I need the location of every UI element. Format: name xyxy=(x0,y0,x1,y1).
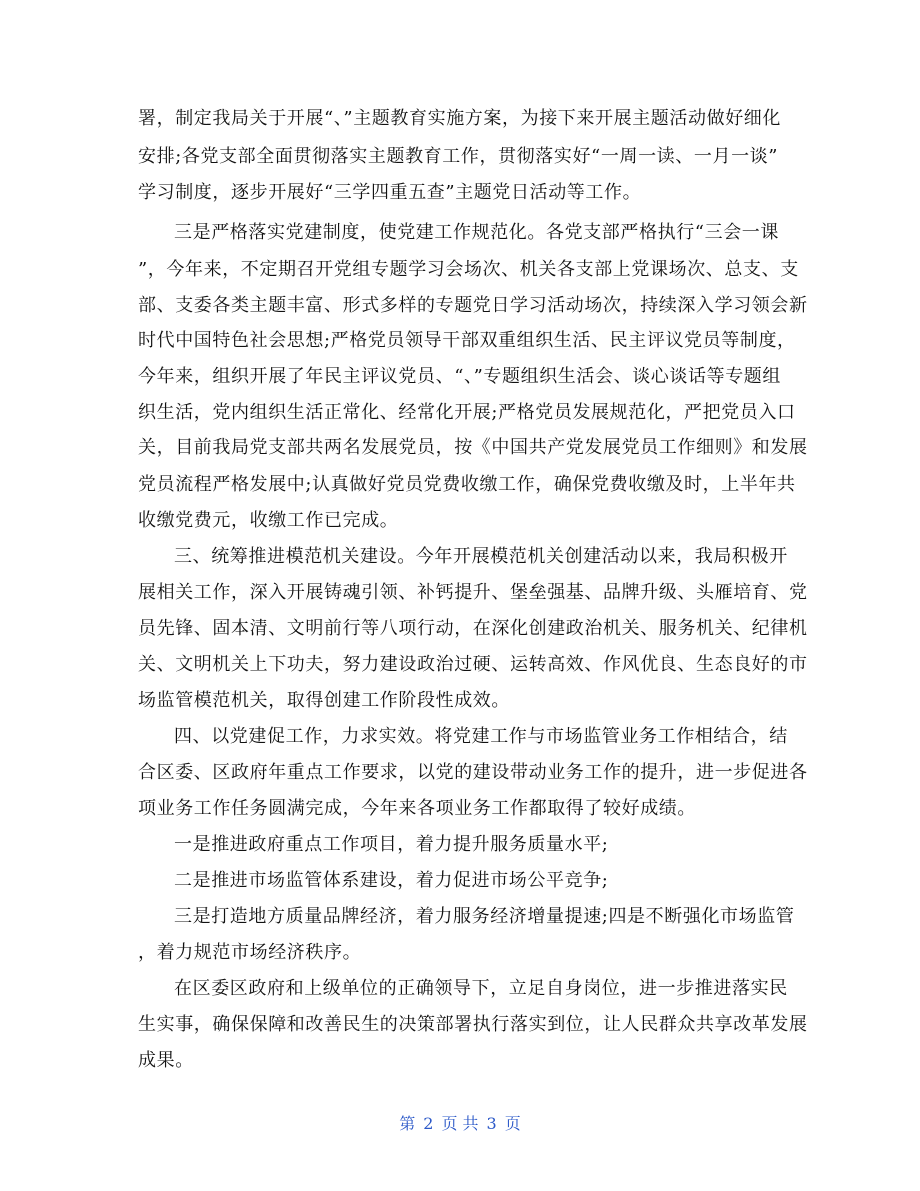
paragraph-line: 时代中国特色社会思想;严格党员领导干部双重组织生活、民主评议党员等制度， xyxy=(138,330,796,351)
paragraph-line: 织生活，党内组织生活正常化、经常化开展;严格党员发展规范化，严把党员入口 xyxy=(138,402,796,423)
paragraph-line: 党员流程严格发展中;认真做好党员党费收缴工作，确保党费收缴及时，上半年共 xyxy=(138,474,796,495)
paragraph-line: 生实事，确保保障和改善民生的决策部署执行落实到位，让人民群众共享改革发展 xyxy=(138,1014,808,1035)
paragraph-line: 合区委、区政府年重点工作要求，以党的建设带动业务工作的提升，进一步促进各 xyxy=(138,762,808,783)
paragraph-line: 收缴党费元，收缴工作已完成。 xyxy=(138,510,399,531)
footer-prefix: 第 xyxy=(399,1114,416,1133)
footer-page-number: 2 xyxy=(423,1114,434,1133)
paragraph-line: 三是严格落实党建制度，使党建工作规范化。各党支部严格执行“三会一课 xyxy=(174,222,779,243)
paragraph-line: 安排;各党支部全面贯彻落实主题教育工作，贯彻落实好“一周一读、一月一谈” xyxy=(138,146,779,167)
paragraph-line: 二是推进市场监管体系建设，着力促进市场公平竞争; xyxy=(174,870,609,891)
paragraph-line: 今年来，组织开展了年民主评议党员、“、”专题组织生活会、谈心谈话等专题组 xyxy=(138,366,782,387)
footer-total-pages: 3 xyxy=(486,1114,497,1133)
paragraph-line: 场监管模范机关，取得创建工作阶段性成效。 xyxy=(138,690,510,711)
paragraph-line: 三、统筹推进模范机关建设。今年开展模范机关创建活动以来，我局积极开 xyxy=(174,546,788,567)
paragraph-line: 成果。 xyxy=(138,1050,194,1071)
paragraph-line: ”，今年来，不定期召开党组专题学习会场次、机关各支部上党课场次、总支、支 xyxy=(138,259,799,280)
paragraph-line: 三是打造地方质量品牌经济，着力服务经济增量提速;四是不断强化市场监管 xyxy=(174,906,795,927)
paragraph-line: ，着力规范市场经济秩序。 xyxy=(138,942,362,963)
paragraph-line: 四、以党建促工作，力求实效。将党建工作与市场监管业务工作相结合，结 xyxy=(174,726,788,747)
footer-middle: 页 共 xyxy=(441,1114,479,1133)
paragraph-line: 员先锋、固本清、文明前行等八项行动，在深化创建政治机关、服务机关、纪律机 xyxy=(138,618,808,639)
paragraph-line: 署，制定我局关于开展“、”主题教育实施方案，为接下来开展主题活动做好细化 xyxy=(138,108,782,129)
footer-suffix: 页 xyxy=(504,1114,521,1133)
paragraph-line: 展相关工作，深入开展铸魂引领、补钙提升、堡垒强基、品牌升级、头雁培育、党 xyxy=(138,582,808,603)
paragraph-line: 一是推进政府重点工作项目，着力提升服务质量水平; xyxy=(174,834,609,855)
paragraph-line: 关，目前我局党支部共两名发展党员，按《中国共产党发展党员工作细则》和发展 xyxy=(138,437,808,458)
page-footer xyxy=(0,1114,920,1134)
paragraph-line: 项业务工作任务圆满完成，今年来各项业务工作都取得了较好成绩。 xyxy=(138,798,696,819)
paragraph-line: 在区委区政府和上级单位的正确领导下，立足自身岗位，进一步推进落实民 xyxy=(174,978,788,999)
paragraph-line: 学习制度，逐步开展好“三学四重五查”主题党日活动等工作。 xyxy=(138,182,642,203)
paragraph-line: 部、支委各类主题丰富、形式多样的专题党日学习活动场次，持续深入学习领会新 xyxy=(138,295,808,316)
paragraph-line: 关、文明机关上下功夫，努力建设政治过硬、运转高效、作风优良、生态良好的市 xyxy=(138,654,808,675)
